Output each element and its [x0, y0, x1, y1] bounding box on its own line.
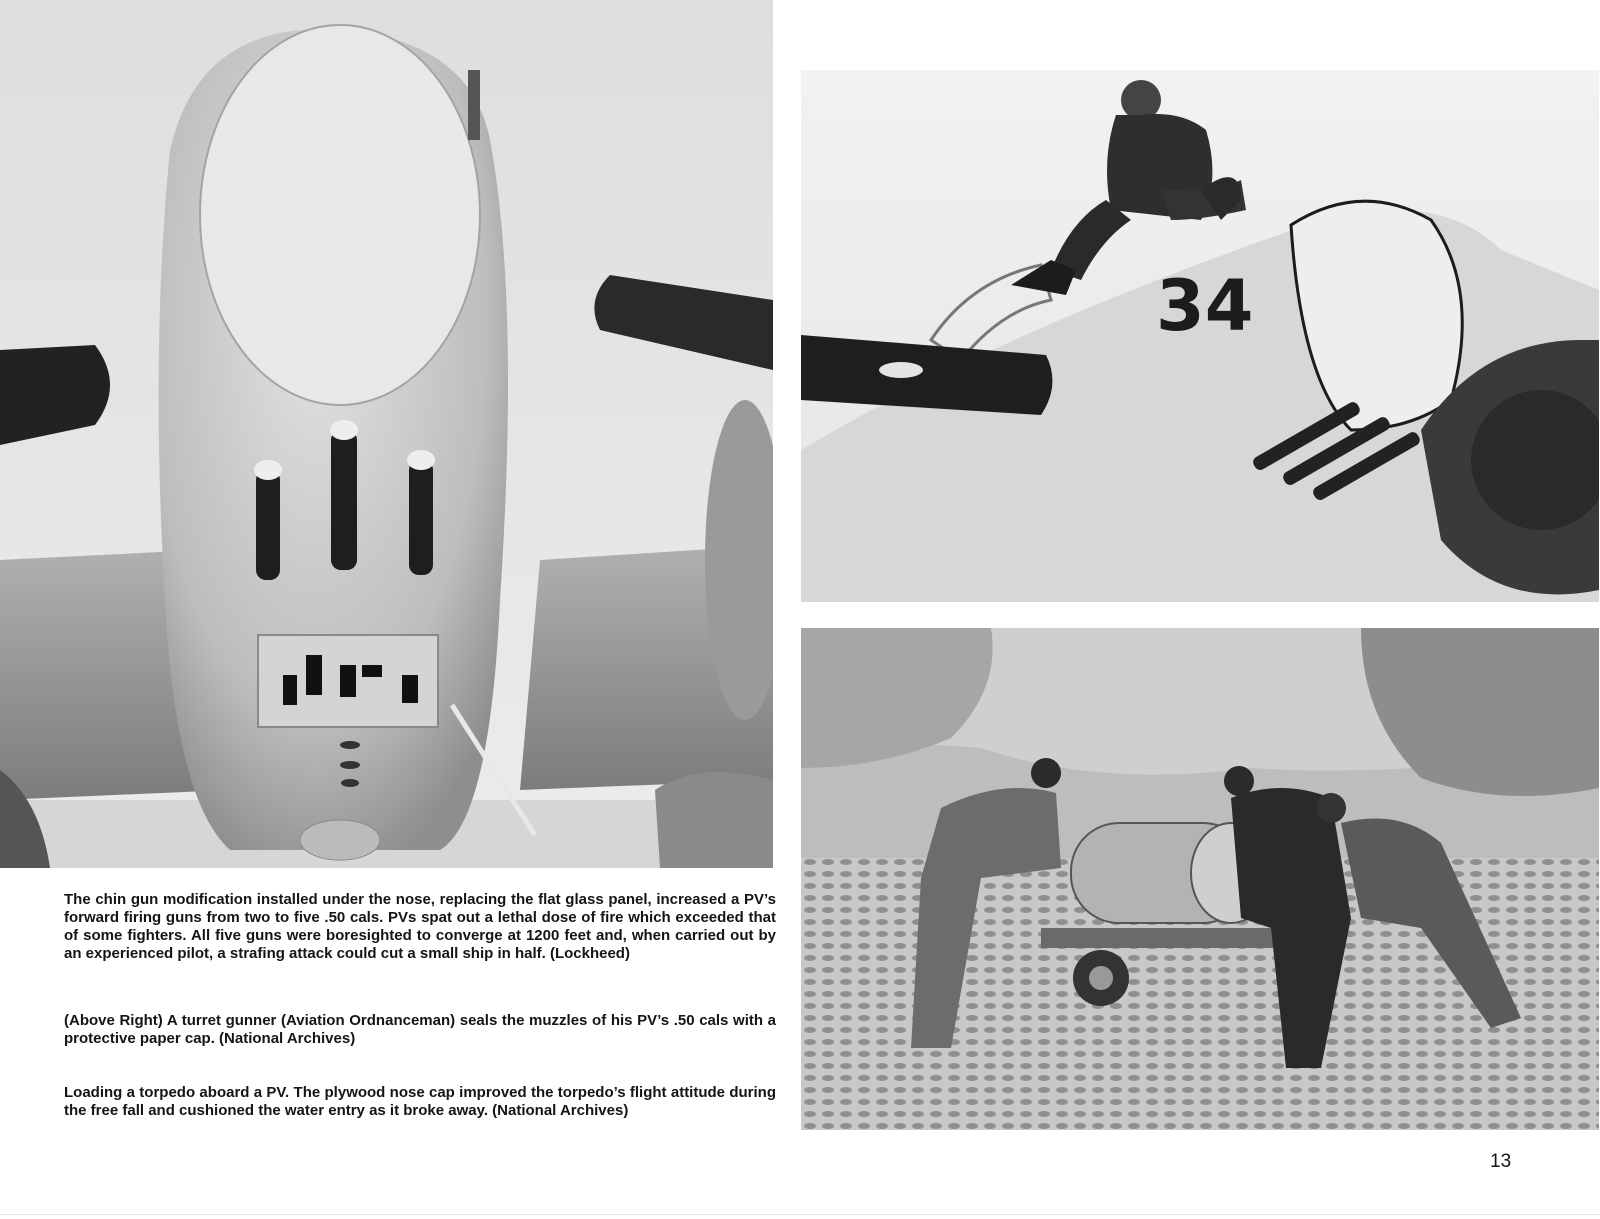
photo-chin-guns: [0, 0, 773, 868]
footer-rule: [0, 1214, 1600, 1215]
caption-turret-gunner: (Above Right) A turret gunner (Aviation Ordnanceman) seals the muzzles of his PV’s .50 cals with a protective paper cap. (National Archives): [64, 1012, 776, 1047]
page-number: 13: [1490, 1151, 1512, 1172]
chin-guns-image: [0, 0, 773, 868]
nose-number: 34: [1156, 265, 1254, 347]
photo-turret-gunner: [801, 70, 1599, 602]
torpedo-loading-image: [801, 628, 1599, 1130]
photo-torpedo-loading: [801, 628, 1599, 1130]
caption-chin-guns: The chin gun modification installed under the nose, replacing the flat glass panel, increased a PV’s forward firing guns from two to five .50 cals. PVs spat out a lethal dose of fire which exceeded that of some fighters. All five guns were boresighted to converge at 1200 feet and, when carried out by an experienced pilot, a strafing attack could cut a small ship in half. (Lockheed): [64, 891, 776, 962]
caption-torpedo-loading: Loading a torpedo aboard a PV. The plywood nose cap improved the torpedo’s flight attitude during the free fall and cushioned the water entry as it broke away. (National Archives): [64, 1084, 776, 1119]
turret-gunner-image: [801, 70, 1599, 602]
